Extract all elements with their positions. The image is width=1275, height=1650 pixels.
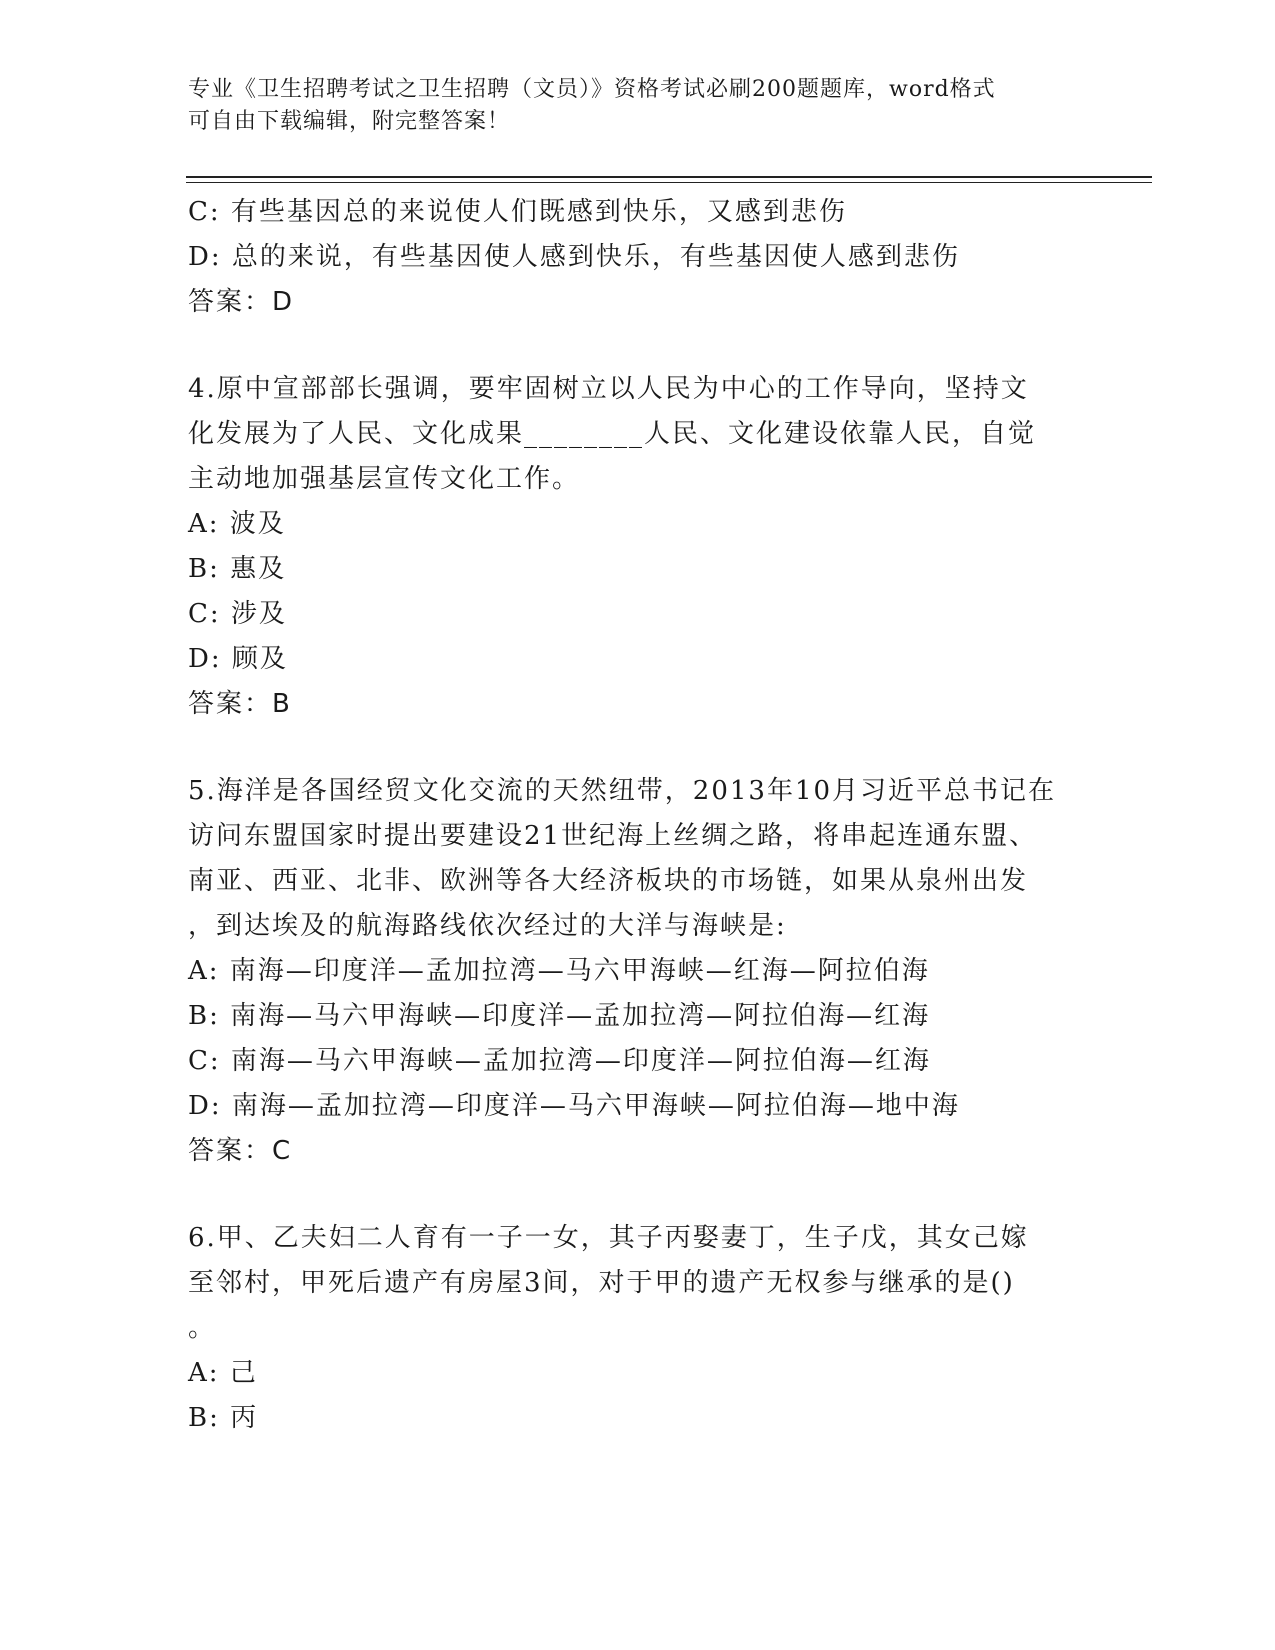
question-3-option-c: C: 有些基因总的来说使人们既感到快乐，又感到悲伤 [188,197,847,227]
header-title-line1: 专业《卫生招聘考试之卫生招聘（文员）》资格考试必刷200题题库，word格式 [188,77,996,102]
question-5-option-c: C: 南海—马六甲海峡—孟加拉湾—印度洋—阿拉伯海—红海 [188,1046,931,1076]
question-6-option-b: B: 丙 [188,1403,259,1433]
question-5-stem-line4: ，到达埃及的航海路线依次经过的大洋与海峡是: [188,911,787,941]
question-5-answer: 答案：C [188,1136,293,1166]
question-6-stem-line3: 。 [188,1313,217,1343]
question-5-stem-line3: 南亚、西亚、北非、欧洲等各大经济板块的市场链，如果从泉州出发 [188,866,1029,896]
question-5-option-a: A: 南海—印度洋—孟加拉湾—马六甲海峡—红海—阿拉伯海 [188,956,930,986]
question-6-option-a: A: 己 [188,1358,258,1388]
question-3-answer: 答案：D [188,287,295,317]
question-5-stem-line2: 访问东盟国家时提出要建设21世纪海上丝绸之路，将串起连通东盟、 [188,821,1038,851]
question-content [188,190,1088,1441]
question-4 [188,367,1088,727]
question-4-stem-line1: 4.原中宣部部长强调，要牢固树立以人民为中心的工作导向，坚持文 [188,374,1029,404]
header-divider-thick [186,176,1152,178]
question-6-stem-line2: 至邻村，甲死后遗产有房屋3间，对于甲的遗产无权参与继承的是() [188,1268,1015,1298]
question-4-option-b: B: 惠及 [188,554,287,584]
question-5 [188,769,1088,1174]
question-4-stem-line3: 主动地加强基层宣传文化工作。 [188,464,581,494]
question-3-option-d: D: 总的来说，有些基因使人感到快乐，有些基因使人感到悲伤 [188,242,960,272]
question-4-option-a: A: 波及 [188,509,286,539]
question-5-stem-line1: 5.海洋是各国经贸文化交流的天然纽带，2013年10月习近平总书记在 [188,776,1057,806]
question-5-option-d: D: 南海—孟加拉湾—印度洋—马六甲海峡—阿拉伯海—地中海 [188,1091,960,1121]
question-6-stem-line1: 6.甲、乙夫妇二人育有一子一女，其子丙娶妻丁，生子戊，其女己嫁 [188,1223,1029,1253]
question-4-option-c: C: 涉及 [188,599,287,629]
question-4-answer: 答案：B [188,689,292,719]
document-header [188,74,1068,138]
question-6 [188,1216,1088,1441]
header-divider-thin [186,182,1152,183]
header-title-line2: 可自由下载编辑，附完整答案！ [188,109,511,134]
question-3 [188,190,1088,325]
question-5-option-b: B: 南海—马六甲海峡—印度洋—孟加拉湾—阿拉伯海—红海 [188,1001,931,1031]
question-4-option-d: D: 顾及 [188,644,288,674]
question-4-stem-line2: 化发展为了人民、文化成果________人民、文化建设依靠人民，自觉 [188,419,1037,449]
